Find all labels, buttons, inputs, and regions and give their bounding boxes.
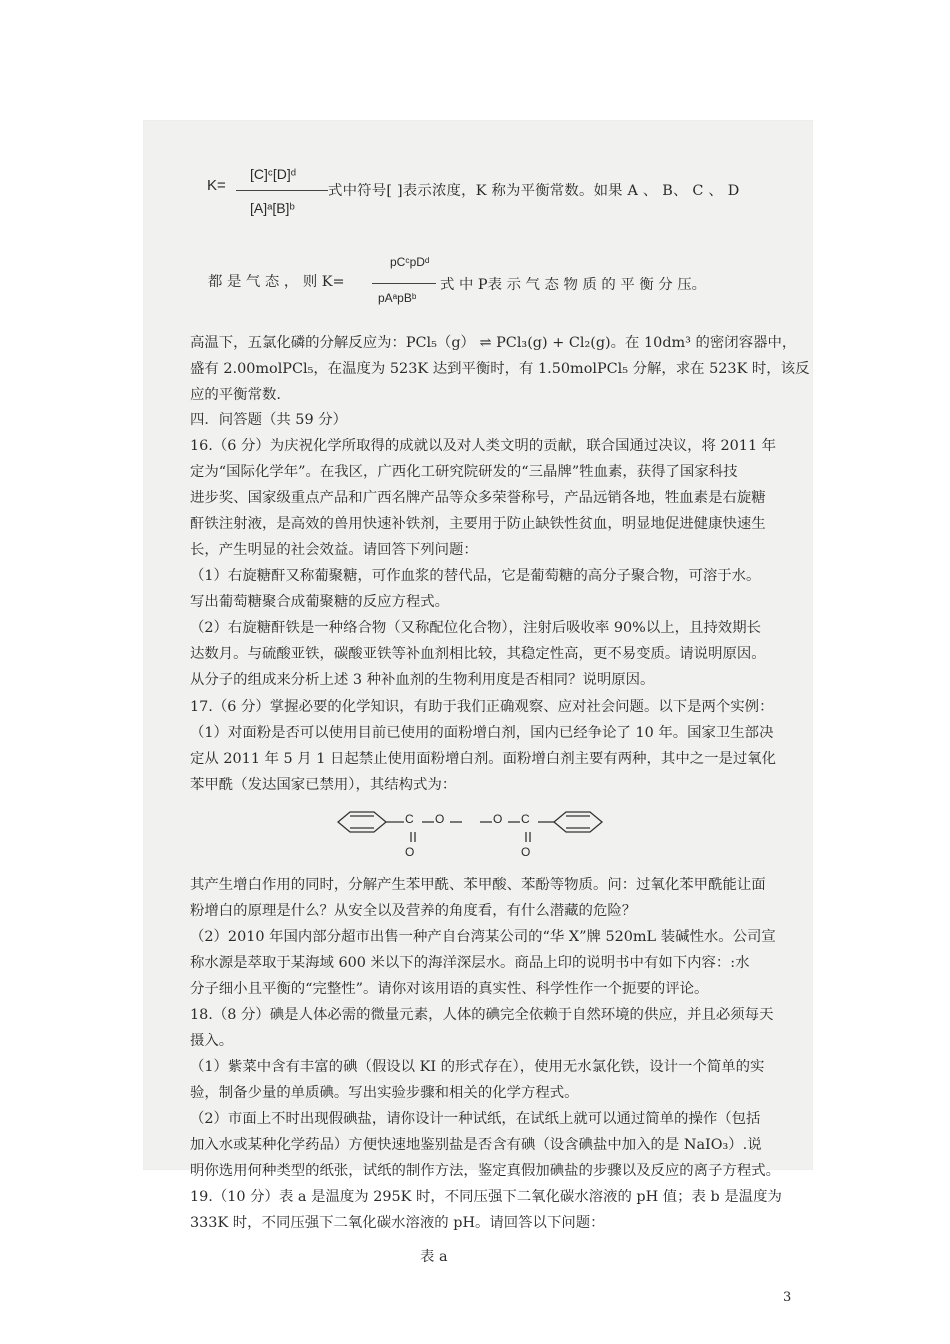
carbon-1: C: [405, 812, 414, 826]
q17-line-3: 定从 2011 年 5 月 1 日起禁止使用面粉增白剂。面粉增白剂主要有两种，其中之一是过氧化: [190, 751, 777, 767]
fraction-bar: [236, 190, 328, 191]
formula2-text: 式 中 P表 示 气 态 物 质 的 平 衡 分 压。: [440, 277, 707, 293]
benzene-ring-right: [554, 812, 602, 832]
carbonyl-oxygen-2: O: [521, 845, 531, 859]
q18-line-3: （1）紫菜中含有丰富的碘（假设以 KI 的形式存在），使用无水氯化铁，设计一个简单的实: [190, 1059, 765, 1075]
q16-line-6: （1）右旋糖酐又称葡聚糖，可作血浆的替代品，它是葡萄糖的高分子聚合物，可溶于水。: [190, 568, 761, 584]
q18-line-4: 验，制备少量的单质碘。写出实验步骤和相关的化学方程式。: [190, 1085, 579, 1101]
q17-line-2: （1）对面粉是否可以使用目前已使用的面粉增白剂，国内已经争论了 10 年。国家卫生部决: [190, 725, 774, 741]
q16-line-9: 达数月。与硫酸亚铁，碳酸亚铁等补血剂相比较，其稳定性高，更不易变质。请说明原因。: [190, 646, 766, 662]
q16-line-8: （2）右旋糖酐铁是一种络合物（又称配位化合物），注射后吸收率 90%以上，且持效期长: [190, 620, 761, 636]
formula1-text: 式中符号[ ]表示浓度，K 称为平衡常数。如果 A 、 B、 C 、 D: [328, 183, 740, 199]
pcl5-line-1: 高温下，五氯化磷的分解反应为：PCl₅（g） ⇌ PCl₃(g) + Cl₂(g)。在 10dm³ 的密闭容器中，: [190, 335, 797, 351]
q18-line-1: 18.（8 分）碘是人体必需的微量元素，人体的碘完全依赖于自然环境的供应，并且必须每天: [190, 1007, 774, 1023]
q18-line-6: 加入水或某种化学药品）方便快速地鉴别盐是否含有碘（设含碘盐中加入的是 NaIO₃）.说: [190, 1137, 762, 1153]
q17-line-1: 17.（6 分）掌握必要的化学知识，有助于我们正确观察、应对社会问题。以下是两个实例：: [190, 699, 774, 715]
formula1-numerator: [C]ᶜ[D]ᵈ: [250, 166, 297, 182]
page-number: 3: [783, 1290, 792, 1305]
q18-line-5: （2）市面上不时出现假碘盐，请你设计一种试纸，在试纸上就可以通过简单的操作（包括: [190, 1111, 761, 1127]
q17b-line-2: 粉增白的原理是什么？从安全以及营养的角度看，有什么潜藏的危险？: [190, 903, 637, 919]
q16-line-2: 定为“国际化学年”。在我区，广西化工研究院研发的“三晶牌”牲血素，获得了国家科技: [190, 464, 738, 480]
q19-line-1: 19.（10 分）表 a 是温度为 295K 时，不同压强下二氧化碳水溶液的 pH 值；表 b 是温度为: [190, 1189, 782, 1205]
pcl5-line-2: 盛有 2.00molPCl₅，在温度为 523K 达到平衡时，有 1.50molPCl₅ 分解，求在 523K 时，该反: [190, 361, 810, 377]
q17b-line-5: 分子细小且平衡的“完整性”。请你对该用语的真实性、科学性作一个扼要的评论。: [190, 981, 709, 997]
q19-line-2: 333K 时，不同压强下二氧化碳水溶液的 pH。请回答以下问题：: [190, 1215, 605, 1231]
formula2-prefix: 都 是 气 态 ， 则 K=: [208, 274, 345, 290]
pcl5-line-3: 应的平衡常数.: [190, 387, 281, 403]
carbonyl-oxygen-1: O: [405, 845, 415, 859]
q17b-line-4: 称水源是萃取于某海域 600 米以下的海洋深层水。商品上印的说明书中有如下内容：:水: [190, 955, 750, 971]
formula1-denominator: [A]ᵃ[B]ᵇ: [250, 200, 295, 216]
q18-line-7: 明你选用何种类型的纸张，试纸的制作方法，鉴定真假加碘盐的步骤以及反应的离子方程式。: [190, 1163, 781, 1179]
oxygen-1: O: [435, 812, 445, 826]
k-label: K=: [207, 177, 226, 194]
benzene-ring-left: [338, 812, 386, 832]
q16-line-10: 从分子的组成来分析上述 3 种补血剂的生物利用度是否相同？说明原因。: [190, 672, 655, 688]
q16-line-7: 写出葡萄糖聚合成葡聚糖的反应方程式。: [190, 594, 450, 610]
q16-line-3: 进步奖、国家级重点产品和广西名牌产品等众多荣誉称号，产品远销各地，牲血素是右旋糖: [190, 490, 766, 506]
q17-line-4: 苯甲酰（发达国家已禁用），其结构式为：: [190, 777, 457, 793]
carbon-2: C: [521, 812, 530, 826]
q17b-line-1: 其产生增白作用的同时，分解产生苯甲酰、苯甲酸、苯酚等物质。问：过氧化苯甲酰能让面: [190, 877, 766, 893]
oxygen-2: O: [493, 812, 503, 826]
section-title: 四．问答题（共 59 分）: [190, 412, 347, 428]
q16-line-4: 酐铁注射液，是高效的兽用快速补铁剂，主要用于防止缺铁性贫血，明显地促进健康快速生: [190, 516, 766, 532]
q16-line-5: 长，产生明显的社会效益。请回答下列问题：: [190, 542, 478, 558]
q17b-line-3: （2）2010 年国内部分超市出售一种产自台湾某公司的“华 X”牌 520mL 装碱性水。公司宣: [190, 929, 776, 945]
benzoyl-peroxide-structure: [330, 800, 640, 864]
table-caption: 表 a: [420, 1249, 448, 1265]
q16-line-1: 16.（6 分）为庆祝化学所取得的成就以及对人类文明的贡献，联合国通过决议，将 2011 年: [190, 438, 777, 454]
fraction-bar-2: [372, 283, 436, 284]
formula2-denominator: pAᵃpBᵇ: [378, 291, 417, 305]
formula2-numerator: pCᶜpDᵈ: [390, 255, 430, 269]
q18-line-2: 摄入。: [190, 1033, 234, 1049]
